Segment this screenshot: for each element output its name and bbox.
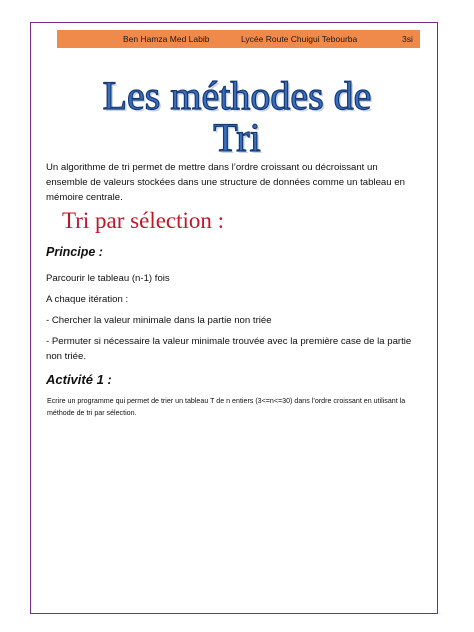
principe-line-1: Parcourir le tableau (n-1) fois bbox=[46, 273, 170, 284]
principe-line-2: A chaque itération : bbox=[46, 294, 129, 305]
principe-heading: Principe : bbox=[46, 245, 103, 259]
document-title-line-2: Tri bbox=[213, 115, 261, 160]
principe-line-4: - Permuter si nécessaire la valeur minimale trouvée avec la première case de la partie non triée. bbox=[46, 336, 412, 362]
document-title-line-1: Les méthodes de bbox=[102, 73, 372, 118]
header-school: Lycée Route Chuigui Tebourba bbox=[241, 34, 358, 44]
principe-line-3: - Chercher la valeur minimale dans la partie non triée bbox=[46, 315, 272, 326]
section-title: Tri par sélection : bbox=[62, 208, 225, 233]
header-class: 3si bbox=[402, 34, 413, 44]
intro-paragraph: Un algorithme de tri permet de mettre dans l’ordre croissant ou décroissant un ensemble de valeurs stockées dans une structure de données comme un tableau en mémoire centrale. bbox=[46, 162, 405, 203]
activite-heading: Activité 1 : bbox=[46, 372, 112, 387]
activite-text: Ecrire un programme qui permet de trier un tableau T de n entiers (3<=n<=30) dans l’ordre croissant en utilisant la méthode de tri par sélection. bbox=[47, 397, 406, 417]
page-header bbox=[57, 30, 420, 48]
header-author: Ben Hamza Med Labib bbox=[123, 34, 210, 44]
